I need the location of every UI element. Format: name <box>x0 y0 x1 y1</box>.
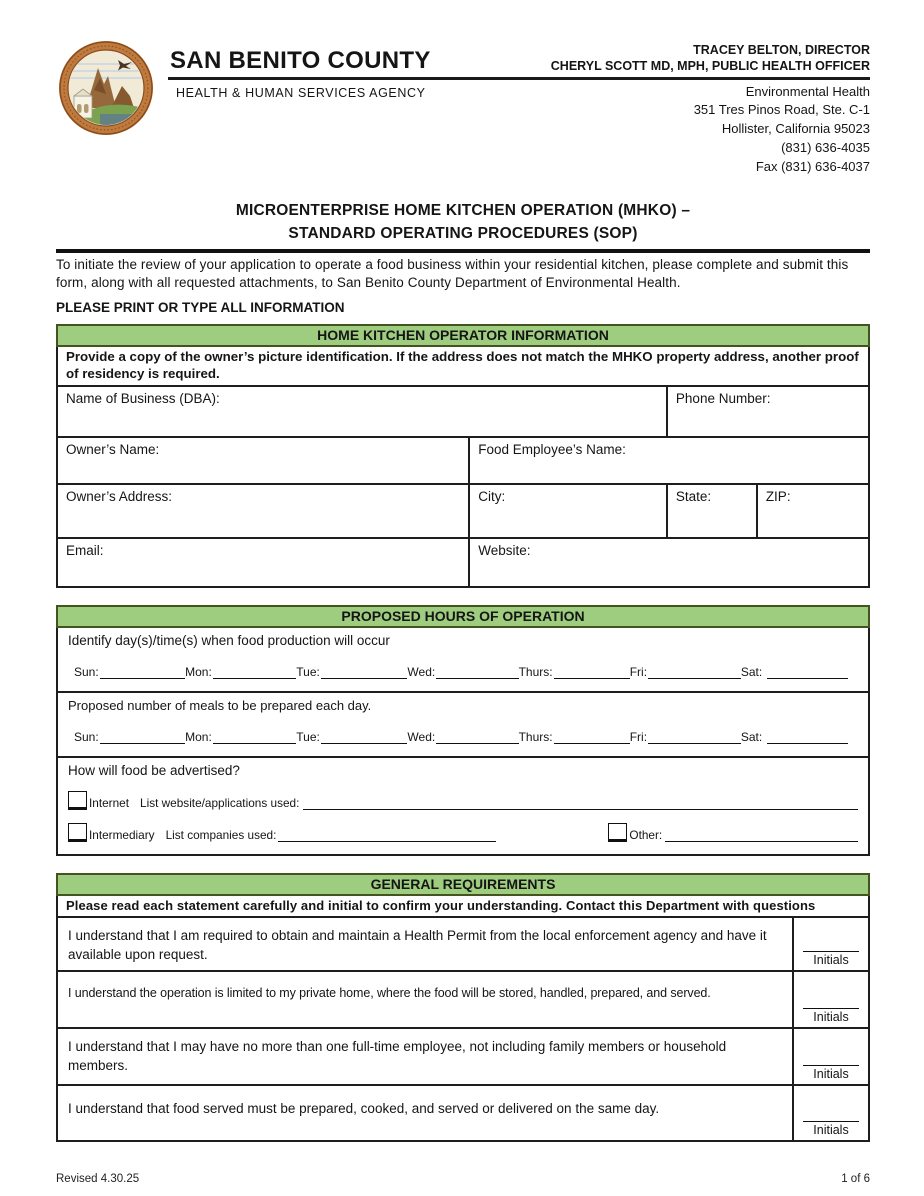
mon-time-line[interactable] <box>213 676 296 679</box>
day-label-wed: Wed: <box>407 665 436 680</box>
operator-info-section <box>56 324 870 588</box>
other-checkbox[interactable] <box>608 823 627 842</box>
hours-section <box>56 605 870 856</box>
address-line: Environmental Health <box>745 83 870 99</box>
email-field[interactable] <box>58 539 470 586</box>
phone-number-field[interactable] <box>668 387 868 436</box>
owner-address-label: Owner’s Address: <box>66 489 173 505</box>
business-name-label: Name of Business (DBA): <box>66 391 220 407</box>
form-title-line1: MICROENTERPRISE HOME KITCHEN OPERATION (MHKO) – <box>235 201 691 219</box>
identify-days-label: Identify day(s)/time(s) when food production will occur <box>68 633 390 649</box>
requirement-row <box>58 972 868 1029</box>
day-label-fri: Fri: <box>629 665 648 680</box>
other-label: Other: <box>629 828 663 843</box>
production-day-lines <box>68 665 858 679</box>
requirement-statement: I understand the operation is limited to my private home, where the food will be stored, handled, prepared, and served. <box>68 986 711 1001</box>
internet-label: Internet <box>89 796 130 811</box>
print-instruction: PLEASE PRINT OR TYPE ALL INFORMATION <box>56 300 345 316</box>
initials-label: Initials <box>813 953 849 968</box>
revision-date: Revised 4.30.25 <box>56 1173 140 1185</box>
intermediary-detail-label: List companies used: <box>165 828 277 843</box>
address-line: Fax (831) 636-4037 <box>755 158 870 174</box>
hours-header: PROPOSED HOURS OF OPERATION <box>56 605 870 628</box>
day-label-fri: Fri: <box>629 730 648 745</box>
internet-detail-label: List website/applications used: <box>140 796 300 811</box>
sat-time-line[interactable] <box>767 676 848 679</box>
owner-name-label: Owner’s Name: <box>66 442 160 458</box>
state-field[interactable] <box>668 485 758 537</box>
intermediary-label: Intermediary <box>89 828 155 843</box>
zip-field[interactable] <box>758 485 868 537</box>
day-label-sat: Sat: <box>740 730 763 745</box>
sun-meals-line[interactable] <box>100 741 185 744</box>
production-days-row <box>58 628 868 691</box>
director-name: TRACEY BELTON, DIRECTOR <box>693 43 870 57</box>
day-label-thurs: Thurs: <box>518 730 553 745</box>
requirement-row <box>58 918 868 972</box>
operator-info-header: HOME KITCHEN OPERATOR INFORMATION <box>56 324 870 347</box>
fri-meals-line[interactable] <box>648 741 741 744</box>
officials-block <box>551 42 870 75</box>
health-officer-name: CHERYL SCOTT MD, MPH, PUBLIC HEALTH OFFICER <box>550 59 870 74</box>
initials-line[interactable] <box>803 1006 859 1009</box>
requirement-statement: I understand that I may have no more than one full-time employee, not including family members or household members. <box>68 1039 727 1073</box>
day-label-sun: Sun: <box>74 730 99 745</box>
intro-paragraph: To initiate the review of your application to operate a food business within your residential kitchen, please complete and submit this form, along with all requested attachments, to San Benito County Department of Environmental Health. <box>56 257 849 290</box>
requirement-statement: I understand that I am required to obtain and maintain a Health Permit from the local enforcement agency and have it available upon request. <box>68 928 767 962</box>
letterhead <box>56 38 870 177</box>
county-name: SAN BENITO COUNTY <box>170 46 431 74</box>
agency-name: HEALTH & HUMAN SERVICES AGENCY <box>176 85 426 100</box>
website-field[interactable] <box>470 539 868 586</box>
business-name-field[interactable] <box>58 387 668 436</box>
day-label-sun: Sun: <box>74 665 99 680</box>
title-rule <box>56 249 870 253</box>
day-label-mon: Mon: <box>185 730 212 745</box>
food-employee-name-field[interactable] <box>470 438 868 483</box>
requirement-statement: I understand that food served must be prepared, cooked, and served or delivered on the same day. <box>68 1101 660 1117</box>
sat-meals-line[interactable] <box>767 741 848 744</box>
meals-label: Proposed number of meals to be prepared each day. <box>68 698 372 714</box>
website-label: Website: <box>478 543 531 559</box>
address-line: 351 Tres Pinos Road, Ste. C-1 <box>693 102 870 118</box>
sun-time-line[interactable] <box>100 676 185 679</box>
thurs-time-line[interactable] <box>554 676 630 679</box>
day-label-mon: Mon: <box>185 665 212 680</box>
other-detail-line[interactable] <box>665 839 858 842</box>
internet-checkbox[interactable] <box>68 791 87 810</box>
page-number: 1 of 6 <box>841 1173 870 1185</box>
county-seal-icon <box>56 38 156 138</box>
city-label: City: <box>478 489 506 505</box>
tue-meals-line[interactable] <box>321 741 408 744</box>
wed-time-line[interactable] <box>436 676 518 679</box>
state-label: State: <box>675 489 712 505</box>
day-label-sat: Sat: <box>740 665 763 680</box>
day-label-thurs: Thurs: <box>518 665 553 680</box>
city-field[interactable] <box>470 485 668 537</box>
initials-label: Initials <box>813 1010 849 1025</box>
food-employee-name-label: Food Employee’s Name: <box>478 442 626 458</box>
day-label-wed: Wed: <box>407 730 436 745</box>
department-address <box>694 83 870 177</box>
initials-line[interactable] <box>803 949 859 952</box>
zip-label: ZIP: <box>765 489 791 505</box>
page-footer <box>56 1173 870 1185</box>
day-label-tue: Tue: <box>296 665 320 680</box>
requirement-row <box>58 1029 868 1086</box>
address-line: (831) 636-4035 <box>781 140 870 156</box>
operator-info-note: Provide a copy of the owner’s picture identification. If the address does not match the MHKO property address, another proof of residency is required. <box>58 347 868 387</box>
address-line: Hollister, California 95023 <box>721 121 870 137</box>
mon-meals-line[interactable] <box>213 741 296 744</box>
form-title-line2: STANDARD OPERATING PROCEDURES (SOP) <box>288 224 638 242</box>
initials-line[interactable] <box>803 1119 859 1122</box>
owner-name-field[interactable] <box>58 438 470 483</box>
advertising-row <box>58 756 868 854</box>
initials-label: Initials <box>813 1067 849 1082</box>
requirement-row <box>58 1086 868 1140</box>
meals-day-lines <box>68 730 858 744</box>
form-title <box>56 199 870 246</box>
header-rule <box>168 77 870 80</box>
wed-meals-line[interactable] <box>436 741 518 744</box>
internet-websites-line[interactable] <box>303 807 858 810</box>
advertised-question: How will food be advertised? <box>68 763 240 779</box>
owner-address-field[interactable] <box>58 485 470 537</box>
meals-per-day-row <box>58 691 868 756</box>
requirements-note: Please read each statement carefully and initial to confirm your understanding. Contact this Department with questions <box>58 896 868 918</box>
intermediary-companies-line[interactable] <box>278 839 496 842</box>
initials-label: Initials <box>813 1123 849 1138</box>
requirements-section <box>56 873 870 1142</box>
intermediary-checkbox[interactable] <box>68 823 87 842</box>
initials-line[interactable] <box>803 1063 859 1066</box>
email-label: Email: <box>66 543 104 559</box>
thurs-meals-line[interactable] <box>554 741 630 744</box>
day-label-tue: Tue: <box>296 730 320 745</box>
requirements-header: GENERAL REQUIREMENTS <box>56 873 870 896</box>
tue-time-line[interactable] <box>321 676 408 679</box>
phone-number-label: Phone Number: <box>675 391 771 407</box>
fri-time-line[interactable] <box>648 676 741 679</box>
